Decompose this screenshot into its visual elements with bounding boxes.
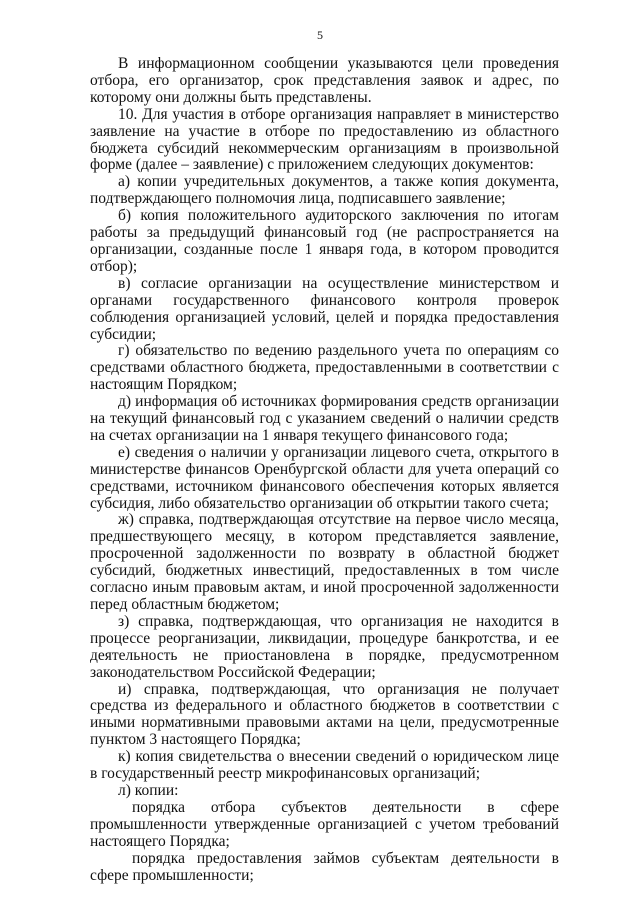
- paragraph-item-e: е) сведения о наличии у организации лицевого счета, открытого в министерстве финансов Оренбургской области для учета операций со средствами, источником финансового обеспечения которых является субсидия, либо обязательство организации об открытии такого счета;: [90, 443, 559, 512]
- paragraph-item-i: и) справка, подтверждающая, что организация не получает средства из федерального и областного бюджетов в соответствии с иными нормативными правовыми актами на цели, предусмотренные пунктом 3 настоящего Порядка;: [90, 680, 559, 749]
- paragraph-item-g: г) обязательство по ведению раздельного учета по операциям со средствами областного бюджета, предоставленными в соответствии с настоящим Порядком;: [90, 342, 559, 394]
- paragraph-item-z: з) справка, подтверждающая, что организация не находится в процессе реорганизации, ликвидации, процедуре банкротства, и ее деятельность не приостановлена в порядке, предусмотренном законодательством Российской Федерации;: [90, 612, 559, 681]
- document-body: [90, 56, 559, 884]
- paragraph-item-b: б) копия положительного аудиторского заключения по итогам работы за предыдущий финансовый год (не распространяется на организации, созданные после 1 января года, в котором проводится отбор);: [90, 207, 559, 275]
- paragraph-item-l: л) копии:: [118, 781, 179, 799]
- paragraph-item-d: д) информация об источниках формирования средств организации на текущий финансовый год с указанием сведений о наличии средств на счетах организации на 1 января текущего финансового года;: [90, 393, 559, 444]
- paragraph-item-zh: ж) справка, подтверждающая отсутствие на первое число месяца, предшествующего месяцу, в котором представляется заявление, просроченной задолженности по возврату в областной бюджет субсидий, бюджетных инвестиций, предоставленных в том числе согласно иным правовым актам, и иной просроченной задолженности перед областным бюджетом;: [90, 511, 559, 613]
- paragraph-item-10: 10. Для участия в отборе организация направляет в министерство заявление на участие в отборе по предоставлению из областного бюджета субсидий некоммерческим организациям в произвольной форме (далее – заявление) с приложением следующих документов:: [90, 105, 559, 174]
- page-number: 5: [317, 28, 323, 42]
- paragraph-item-v: в) согласие организации на осуществление министерством и органами государственного финансового контроля проверок соблюдения организацией условий, целей и порядка предоставления субсидии;: [90, 274, 559, 343]
- paragraph-subitem-loan-procedure: порядка предоставления займов субъектам деятельности в сфере промышленности;: [90, 849, 559, 884]
- paragraph-subitem-selection-procedure: порядка отбора субъектов деятельности в сфере промышленности утвержденные организацией с учетом требований настоящего Порядка;: [90, 798, 559, 850]
- paragraph-item-k: к) копия свидетельства о внесении сведений о юридическом лице в государственный реестр микрофинансовых организаций;: [90, 748, 559, 783]
- paragraph-info-message: В информационном сообщении указываются цели проведения отбора, его организатор, срок представления заявок и адрес, по которому они должны быть представлены.: [90, 55, 559, 106]
- paragraph-item-a: а) копии учредительных документов, а также копия документа, подтверждающего полномочия лица, подписавшего заявление;: [90, 173, 559, 208]
